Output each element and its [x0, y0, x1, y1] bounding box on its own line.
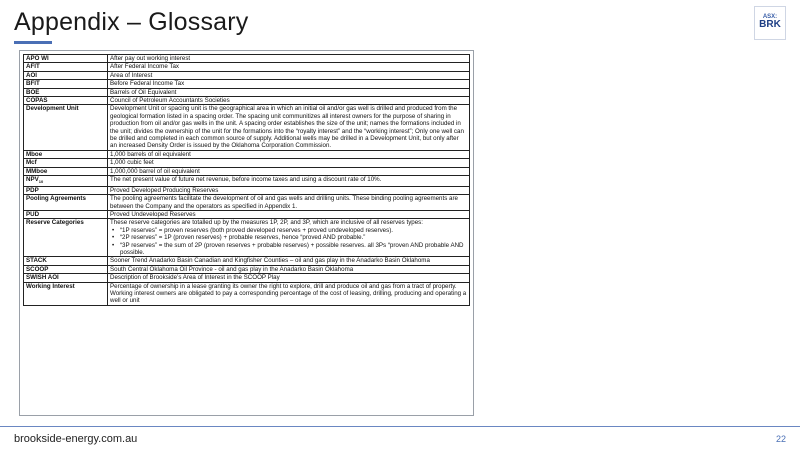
glossary-term: SCOOP: [24, 265, 108, 273]
table-row: [24, 97, 470, 105]
list-item: • “2P reserves” = 1P (proven reserves) + probable reserves, hence “proved AND probable.”: [110, 234, 467, 241]
glossary-definition: Percentage of ownership in a lease granting its owner the right to explore, drill and produce oil and gas from a tract of property. Working interest owners are obligated to pay a corresponding percentage of the cost of leasing, drilling, producing and operating a well or unit: [108, 282, 470, 305]
list-item: • “1P reserves” = proven reserves (both proved developed reserves + proved undeveloped reserves).: [110, 227, 467, 234]
glossary-definition: Description of Brookside’s Area of Interest in the SCOOP Play: [108, 274, 470, 282]
glossary-definition: 1,000 barrels of oil equivalent: [108, 150, 470, 158]
glossary-definition: Proved Developed Producing Reserves: [108, 186, 470, 194]
npv-term-label: NPV: [26, 176, 39, 184]
glossary-definition: South Central Oklahoma Oil Province - oil and gas play in the Anadarko Basin Oklahoma: [108, 265, 470, 273]
table-row: [24, 195, 470, 211]
page-number: 22: [775, 434, 786, 444]
table-row: [24, 150, 470, 158]
table-row: [24, 257, 470, 265]
glossary-definition: Barrels of Oil Equivalent: [108, 88, 470, 96]
npv-term-subscript: 10: [38, 179, 44, 185]
list-item: • “3P reserves” = the sum of 2P (proven reserves + probable reserves) + possible reserves. all 3Ps “proven AND probable AND possible.: [110, 242, 467, 257]
table-row: [24, 71, 470, 79]
logo-exchange-label: ASX:: [762, 14, 778, 20]
table-row: [24, 186, 470, 194]
glossary-term: Working Interest: [24, 282, 108, 305]
glossary-definition: Area of Interest: [108, 71, 470, 79]
glossary-term: PDP: [24, 186, 108, 194]
glossary-term: Pooling Agreements: [24, 195, 108, 211]
glossary-table-frame: [19, 50, 474, 416]
table-row: [24, 274, 470, 282]
table-row: [24, 105, 470, 150]
glossary-term: SWISH AOI: [24, 274, 108, 282]
table-row: [24, 265, 470, 273]
reserve-categories-intro: These reserve categories are totalled up by the measures 1P, 2P, and 3P, which are inclusive of all reserves types:: [110, 219, 423, 227]
glossary-table: [23, 54, 470, 306]
table-row: [24, 282, 470, 305]
glossary-term: BFIT: [24, 80, 108, 88]
glossary-definition: Proved Undeveloped Reserves: [108, 210, 470, 218]
title-underline: [14, 41, 52, 44]
glossary-term: STACK: [24, 257, 108, 265]
glossary-definition: Council of Petroleum Accountants Societies: [108, 97, 470, 105]
glossary-term: APO WI: [24, 55, 108, 63]
logo-ticker-label: BRK: [759, 19, 781, 30]
glossary-definition: Before Federal Income Tax: [108, 80, 470, 88]
footer-website: brookside-energy.com.au: [14, 433, 138, 445]
glossary-term-npv: [24, 176, 108, 187]
table-row: [24, 88, 470, 96]
glossary-definition: 1,000,000 barrel of oil equivalent: [108, 167, 470, 175]
glossary-definition: The pooling agreements facilitate the development of oil and gas wells and drilling units. These binding pooling agreements are between the Company and the operators as specified in Appendix 1.: [108, 195, 470, 211]
table-row: [24, 55, 470, 63]
glossary-definition: The net present value of future net revenue, before income taxes and using a discount rate of 10%.: [108, 176, 470, 187]
table-row: [24, 63, 470, 71]
glossary-term: BOE: [24, 88, 108, 96]
glossary-term: Development Unit: [24, 105, 108, 150]
glossary-definition-reserve-categories: [108, 219, 470, 257]
glossary-term: COPAS: [24, 97, 108, 105]
reserve-categories-list: [110, 227, 467, 257]
table-row: [24, 176, 470, 187]
glossary-definition: 1,000 cubic feet: [108, 159, 470, 167]
table-row: [24, 80, 470, 88]
glossary-term: Mcf: [24, 159, 108, 167]
glossary-definition: Development Unit or spacing unit is the geographical area in which an initial oil and/or gas well is drilled and produced from the geological formation listed in a spacing order. The spacing unit communitizes all interest owners for the purpose of sharing in production from oil and/or gas wells in the unit. A spacing order establishes the size of the unit; names the formations included in the unit; divides the ownership of the unit for the formations into the “royalty interest” and the “working interest”; Only one well can be drilled and completed in each common source of supply. Additional wells may be drilled in a Development Unit, but only after an increased Density Order is issued by the Oklahoma Corporation Commission.: [108, 105, 470, 150]
footer-divider: [0, 426, 800, 427]
page-title: Appendix – Glossary: [14, 8, 249, 36]
glossary-term: Mboe: [24, 150, 108, 158]
company-logo: [754, 6, 786, 40]
table-row: [24, 210, 470, 218]
glossary-definition: After pay out working interest: [108, 55, 470, 63]
glossary-term: MMboe: [24, 167, 108, 175]
table-row: [24, 219, 470, 257]
glossary-term: PUD: [24, 210, 108, 218]
table-row: [24, 167, 470, 175]
glossary-term: Reserve Categories: [24, 219, 108, 257]
glossary-term: AOI: [24, 71, 108, 79]
table-row: [24, 159, 470, 167]
glossary-term: AFIT: [24, 63, 108, 71]
glossary-definition: Sooner Trend Anadarko Basin Canadian and Kingfisher Counties – oil and gas play in the Anadarko Basin Oklahoma: [108, 257, 470, 265]
glossary-definition: After Federal Income Tax: [108, 63, 470, 71]
